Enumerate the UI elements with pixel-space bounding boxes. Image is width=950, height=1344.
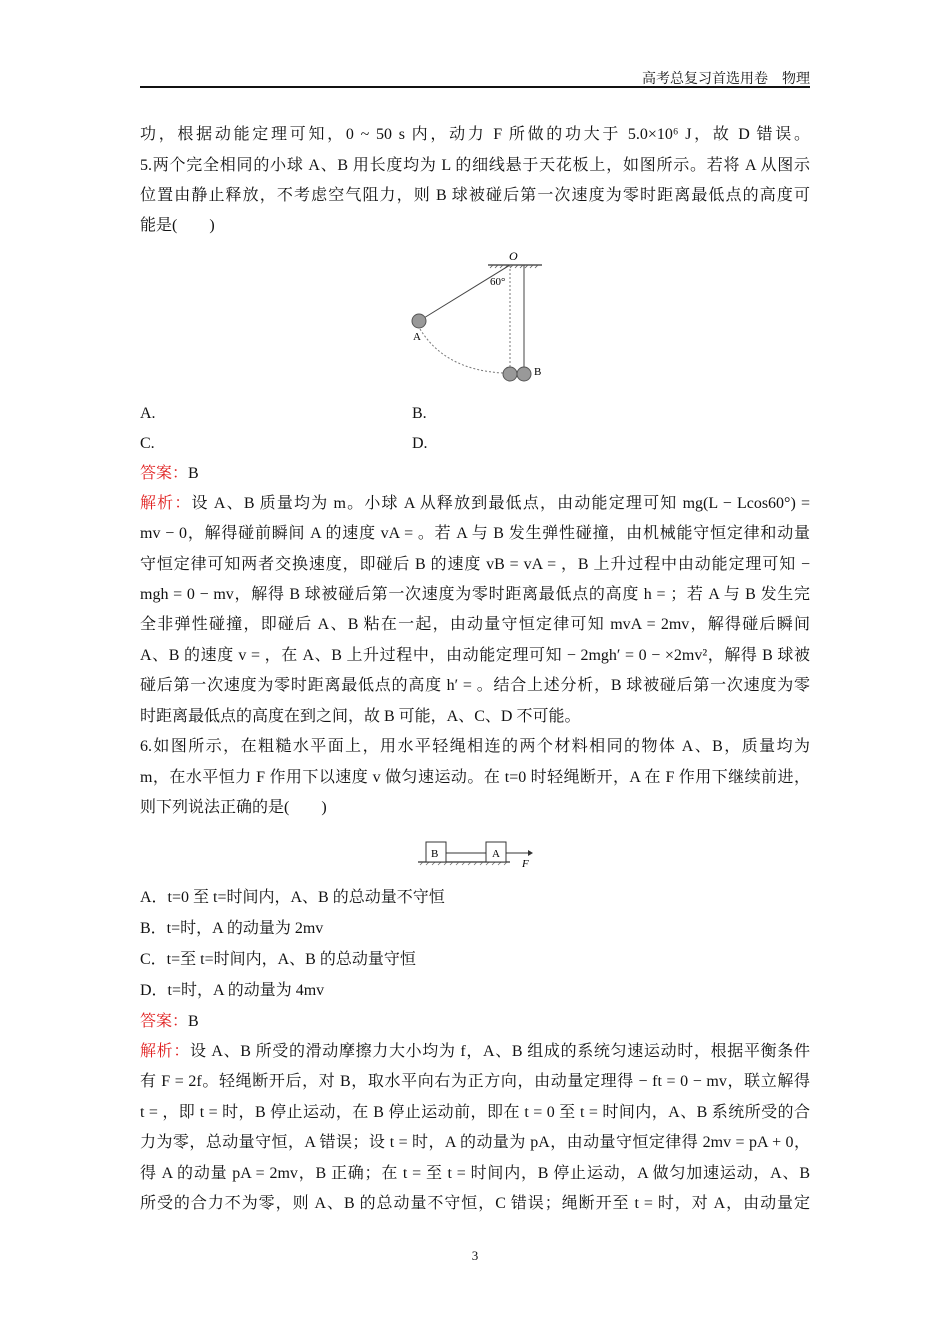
ball-a-bottom bbox=[503, 367, 517, 381]
analysis-text: 设 A、B 所受的滑动摩擦力大小均为 f，A、B 组成的系统匀速运动时，根据平衡条件 bbox=[190, 1043, 810, 1060]
q6-option-b: B．t=时，A 的动量为 2mv bbox=[140, 920, 324, 937]
header-rule bbox=[140, 86, 810, 88]
q5-analysis-line: mv − 0，解得碰前瞬间 A 的速度 vA = 。若 A 与 B 发生弹性碰撞，由机械能守恒定律和动量 bbox=[140, 525, 810, 542]
q5-stem-line: 能是( ) bbox=[140, 217, 215, 234]
pendulum-figure bbox=[400, 245, 550, 390]
q5-analysis-line: A、B 的速度 v = ，在 A、B 上升过程中，由动能定理可知 − 2mgh′ = 0 − ×2mv²，解得 B 球被 bbox=[140, 647, 810, 664]
analysis-label: 解析： bbox=[140, 495, 192, 512]
q5-analysis-line: 守恒定律可知两者交换速度，即碰后 B 的速度 vB = vA = ，B 上升过程中由动能定理可知 − bbox=[140, 556, 810, 573]
q6-option-c: C．t=至 t=时间内，A、B 的总动量守恒 bbox=[140, 951, 416, 968]
answer-label: 答案： bbox=[140, 465, 189, 482]
q6-analysis-line: t = ，即 t = 时，B 停止运动，在 B 停止运动前，即在 t = 0 至 t = 时间内，A、B 系统所受的合 bbox=[140, 1104, 810, 1121]
q5-analysis-line: 全非弹性碰撞，即碰后 A、B 粘在一起，由动量守恒定律可知 mvA = 2mv，解得碰后瞬间 bbox=[140, 616, 810, 633]
q6-stem-line: 6.如图所示，在粗糙水平面上，用水平轻绳相连的两个材料相同的物体 A、B，质量均为 bbox=[140, 738, 810, 755]
q5-analysis-line bbox=[140, 494, 810, 514]
block-b-label: B bbox=[431, 848, 439, 860]
blocks-figure bbox=[410, 830, 540, 875]
q6-stem-line: m，在水平恒力 F 作用下以速度 v 做匀速运动。在 t=0 时轻绳断开，A 在 F 作用下继续前进， bbox=[140, 769, 810, 786]
q6-analysis-line bbox=[140, 1042, 810, 1062]
ball-a-label: A bbox=[413, 331, 421, 343]
q6-analysis-line: 得 A 的动量 pA = 2mv，B 正确；在 t = 至 t = 时间内，B 停止运动，A 做匀加速运动，A、B bbox=[140, 1165, 810, 1182]
force-label: F bbox=[522, 858, 529, 870]
q6-stem-line: 则下列说法正确的是( ) bbox=[140, 799, 327, 816]
ball-b-label: B bbox=[534, 366, 542, 378]
q5-analysis-line: mgh = 0 − mv，解得 B 球被碰后第一次速度为零时距离最低点的高度 h = ；若 A 与 B 发生完 bbox=[140, 586, 810, 603]
intro-line: 功，根据动能定理可知，0 ~ 50 s 内，动力 F 所做的功大于 5.0×10⁶ J，故 D 错误。 bbox=[140, 126, 810, 143]
q5-option-b: B. bbox=[412, 405, 427, 422]
q6-option-d: D．t=时，A 的动量为 4mv bbox=[140, 982, 325, 999]
pivot-label: O bbox=[509, 249, 518, 263]
force-arrow-icon bbox=[528, 850, 533, 856]
block-a-label: A bbox=[492, 848, 500, 860]
analysis-label: 解析： bbox=[140, 1043, 191, 1060]
q6-analysis-line: 所受的合力不为零，则 A、B 的总动量不守恒，C 错误；绳断开至 t = 时，对 A，由动量定 bbox=[140, 1195, 810, 1212]
q6-answer bbox=[140, 1012, 810, 1032]
answer-value: B bbox=[188, 1013, 199, 1030]
q5-analysis-line: 时距离最低点的高度在到之间，故 B 可能，A、C、D 不可能。 bbox=[140, 708, 581, 725]
running-header: 高考总复习首选用卷 物理 bbox=[642, 72, 810, 87]
q5-option-c: C. bbox=[140, 435, 155, 452]
answer-label: 答案： bbox=[140, 1013, 189, 1030]
page-number: 3 bbox=[471, 1248, 479, 1263]
angle-label: 60° bbox=[490, 276, 506, 288]
ball-b bbox=[517, 367, 531, 381]
q5-option-a: A. bbox=[140, 405, 156, 422]
ball-a bbox=[412, 314, 426, 328]
q5-stem-line: 位置由静止释放，不考虑空气阻力，则 B 球被碰后第一次速度为零时距离最低点的高度可 bbox=[140, 187, 810, 204]
q6-analysis-line: 有 F = 2f。轻绳断开后，对 B，取水平向右为正方向，由动量定理得 − ft = 0 − mv，联立解得 bbox=[140, 1073, 810, 1090]
analysis-text: 设 A、B 质量均为 m。小球 A 从释放到最低点，由动能定理可知 mg(L − Lcos60°) = bbox=[191, 495, 810, 512]
q6-option-a: A．t=0 至 t=时间内，A、B 的总动量不守恒 bbox=[140, 889, 445, 906]
q5-analysis-line: 碰后第一次速度为零时距离最低点的高度 h′ = 。结合上述分析，B 球被碰后第一次速度为零 bbox=[140, 677, 810, 694]
q5-answer bbox=[140, 464, 810, 484]
q5-option-d: D. bbox=[412, 435, 428, 452]
q6-analysis-line: 力为零，总动量守恒，A 错误；设 t = 时，A 的动量为 pA，由动量守恒定律得 2mv = pA + 0， bbox=[140, 1134, 810, 1151]
q5-stem-line: 5.两个完全相同的小球 A、B 用长度均为 L 的细线悬于天花板上，如图所示。若将 A 从图示 bbox=[140, 157, 810, 174]
answer-value: B bbox=[188, 465, 199, 482]
